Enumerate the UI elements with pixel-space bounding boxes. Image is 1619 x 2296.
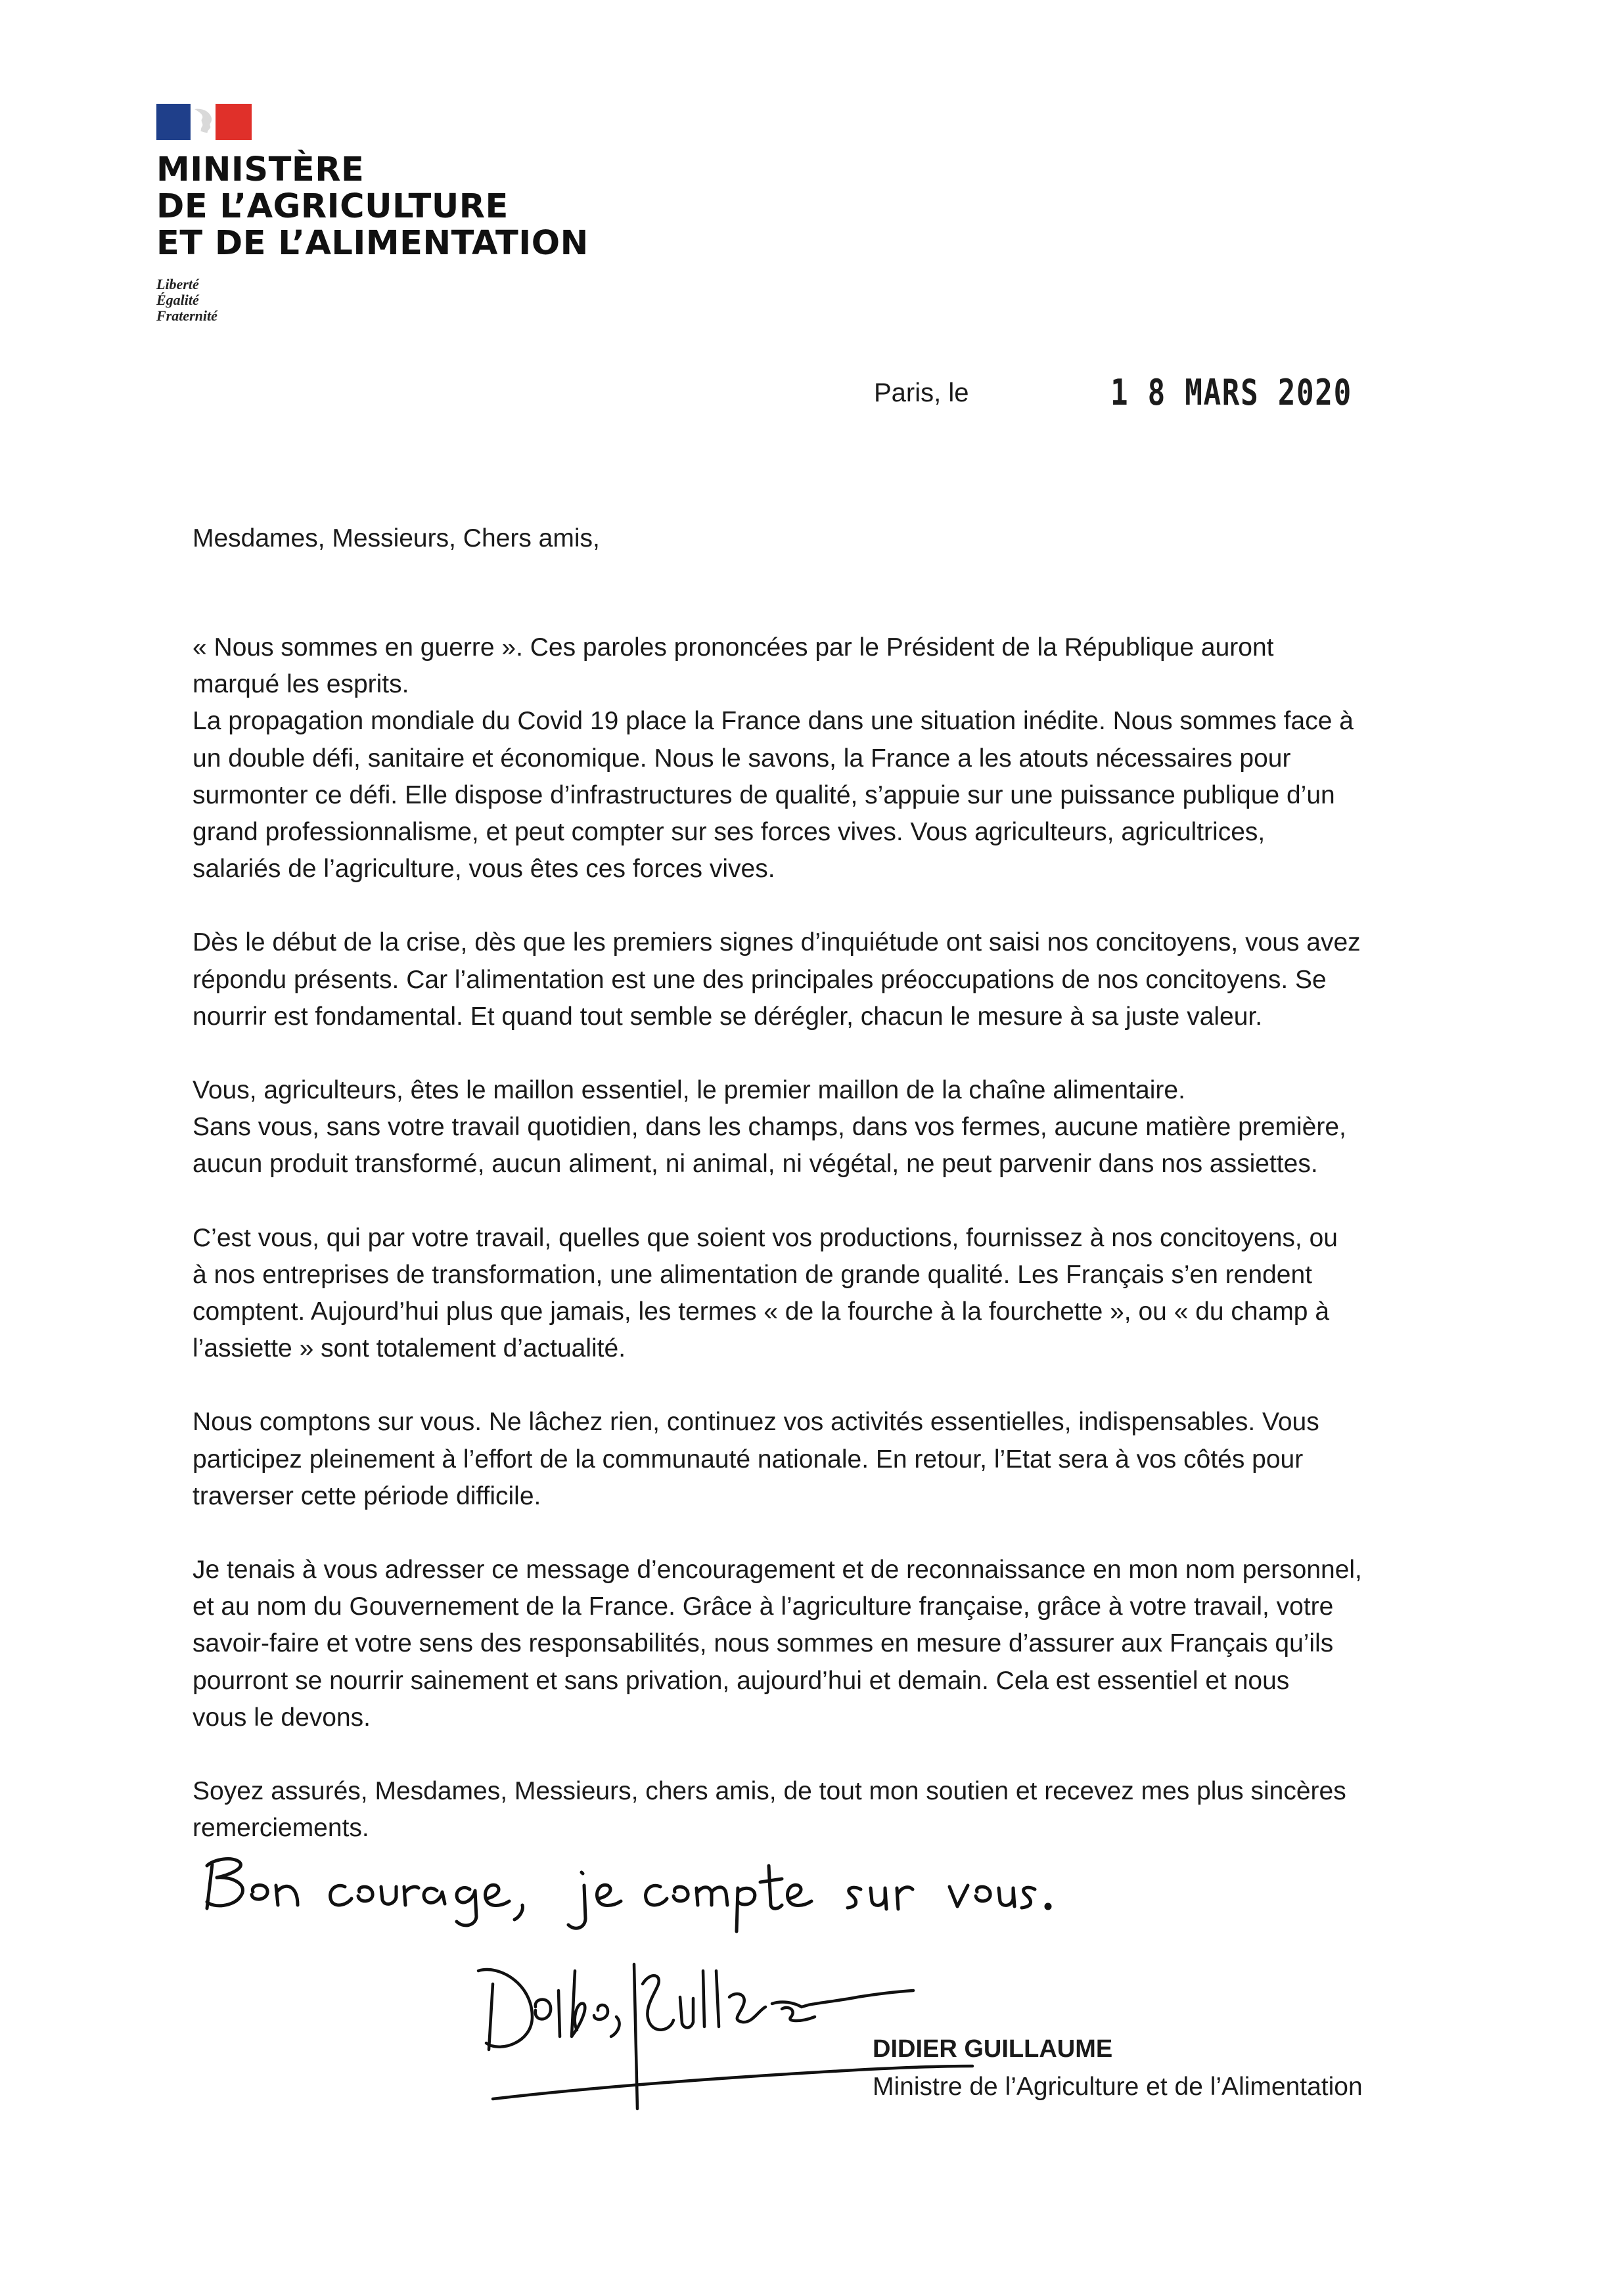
paragraph-line: Nous comptons sur vous. Ne lâchez rien, continuez vos activités essentielles, indispensables. Vous <box>193 1408 1319 1437</box>
paragraph-line: savoir-faire et votre sens des responsabilités, nous sommes en mesure d’assurer aux Français qu’ils <box>193 1629 1334 1658</box>
motto-fraternite: Fraternité <box>156 307 217 324</box>
ministry-logo <box>156 104 616 324</box>
paragraph-line: Dès le début de la crise, dès que les premiers signes d’inquiétude ont saisi nos concitoyens, vous avez <box>193 928 1361 957</box>
marianne-flag-icon <box>156 104 252 140</box>
paragraph-line: traverser cette période difficile. <box>193 1481 541 1510</box>
ministry-name <box>156 152 616 262</box>
paragraph-line: Vous, agriculteurs, êtes le maillon essentiel, le premier maillon de la chaîne alimentaire. <box>193 1076 1185 1105</box>
paragraph-line: surmonter ce défi. Elle dispose d’infrastructures de qualité, s’appuie sur une puissance publique d’un <box>193 780 1335 809</box>
paragraph-line: salariés de l’agriculture, vous êtes ces forces vives. <box>193 855 775 884</box>
ministry-line-3: ET DE L’ALIMENTATION <box>156 224 589 263</box>
signer-name: DIDIER GUILLAUME <box>873 2035 1113 2063</box>
date-line <box>874 372 1352 418</box>
paragraph-line: aucun produit transformé, aucun aliment, ni animal, ni végétal, ne peut parvenir dans nos assiettes. <box>193 1150 1318 1179</box>
paragraph-line: Soyez assurés, Mesdames, Messieurs, chers amis, de tout mon soutien et recevez mes plus sincères <box>193 1777 1346 1806</box>
motto-egalite: Égalité <box>156 292 199 308</box>
paragraph-line: grand professionnalisme, et peut compter sur ses forces vives. Vous agriculteurs, agricultrices, <box>193 818 1266 847</box>
salutation: Mesdames, Messieurs, Chers amis, <box>193 524 600 552</box>
paragraph-line: participez pleinement à l’effort de la communauté nationale. En retour, l’Etat sera à vos côtés pour <box>193 1445 1304 1474</box>
paragraph-6 <box>193 1552 1441 1736</box>
signer-title: Ministre de l’Agriculture et de l’Alimentation <box>873 2073 1363 2101</box>
date-city: Paris, le <box>874 378 969 407</box>
paragraph-line: vous le devons. <box>193 1703 371 1732</box>
paragraph-line: Je tenais à vous adresser ce message d’encouragement et de reconnaissance en mon nom personnel, <box>193 1556 1362 1585</box>
paragraph-line: un double défi, sanitaire et économique. Nous le savons, la France a les atouts nécessaires pour <box>193 744 1291 773</box>
date-stamp: 1 8 MARS 2020 <box>1110 372 1352 413</box>
paragraph-2 <box>193 924 1441 1035</box>
paragraph-4 <box>193 1220 1441 1368</box>
paragraph-line: répondu présents. Car l’alimentation est une des principales préoccupations de nos concitoyens. Se <box>193 965 1327 994</box>
paragraph-line: pourront se nourrir sainement et sans privation, aujourd’hui et demain. Cela est essentiel et nous <box>193 1666 1290 1695</box>
paragraph-line: et au nom du Gouvernement de la France. Grâce à l’agriculture française, grâce à votre travail, votre <box>193 1592 1334 1621</box>
paragraph-1 <box>193 629 1441 888</box>
paragraph-line: Sans vous, sans votre travail quotidien, dans les champs, dans vos fermes, aucune matière première, <box>193 1113 1346 1142</box>
paragraph-7 <box>193 1773 1441 1847</box>
paragraph-line: à nos entreprises de transformation, une alimentation de grande qualité. Les Français s’en rendent <box>193 1260 1313 1289</box>
ministry-line-1: MINISTÈRE <box>156 150 365 189</box>
paragraph-line: La propagation mondiale du Covid 19 place la France dans une situation inédite. Nous sommes face à <box>193 707 1354 736</box>
paragraph-line: C’est vous, qui par votre travail, quelles que soient vos productions, fournissez à nos concitoyens, ou <box>193 1223 1338 1252</box>
paragraph-5 <box>193 1404 1441 1515</box>
republic-motto <box>156 277 616 324</box>
paragraph-line: remerciements. <box>193 1814 369 1843</box>
ministry-line-2: DE L’AGRICULTURE <box>156 187 509 226</box>
paragraph-line: « Nous sommes en guerre ». Ces paroles prononcées par le Président de la République auront <box>193 633 1274 662</box>
paragraph-line: marqué les esprits. <box>193 670 409 699</box>
paragraph-3 <box>193 1072 1441 1183</box>
paragraph-line: nourrir est fondamental. Et quand tout semble se dérégler, chacun le mesure à sa juste valeur. <box>193 1002 1263 1031</box>
paragraph-line: comptent. Aujourd’hui plus que jamais, les termes « de la fourche à la fourchette », ou « du champ à <box>193 1297 1330 1326</box>
motto-liberte: Liberté <box>156 276 199 292</box>
handwritten-note <box>187 1846 1055 1938</box>
letter-body <box>193 629 1441 1883</box>
paragraph-line: l’assiette » sont totalement d’actualité. <box>193 1334 626 1363</box>
